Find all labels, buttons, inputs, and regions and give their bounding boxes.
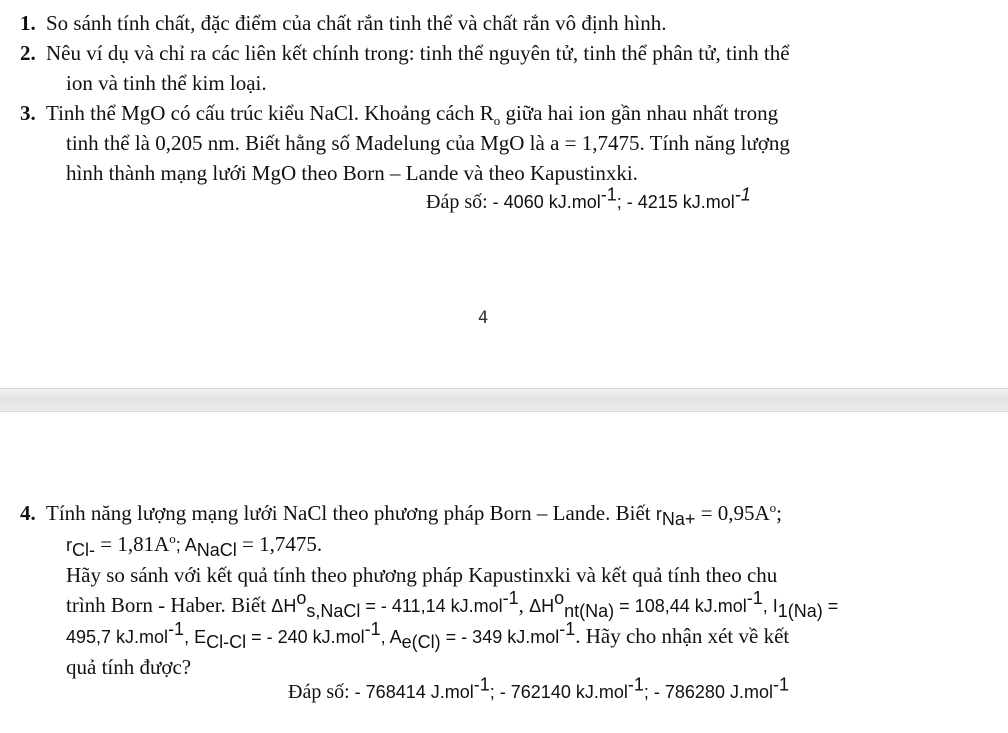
question-text-line: hình thành mạng lưới MgO theo Born – Lande và theo Kapustinxki. [66,161,638,185]
subscript: nt(Na) [564,601,615,622]
question-number: 1. [20,11,36,35]
question-text-line: giữa hai ion gần nhau nhất trong [500,101,779,125]
answer-q3 [426,184,751,217]
punct: ; [776,501,783,525]
question-text: So sánh tính chất, đặc điểm của chất rắn tinh thể và chất rắn vô định hình. [46,11,667,35]
question-1 [20,8,966,38]
superscript: o [296,588,307,608]
question-text-line: Tinh thể MgO có cấu trúc kiểu NaCl. Khoảng cách R [46,101,494,125]
question-3 [20,98,966,188]
answer-q4 [288,674,789,707]
symbol: , I [762,596,778,616]
value: 495,7 kJ.mol [66,627,169,647]
value: = 1,7475. [236,532,323,556]
question-text-line: trình Born - Haber. Biết [66,593,272,617]
symbol: r [655,504,662,524]
symbol: ΔH [271,596,297,616]
separator: ; [489,682,500,702]
subscript: Cl-Cl [206,632,247,653]
question-number: 2. [20,41,36,65]
superscript: -1 [364,619,381,639]
subscript: 1(Na) [777,601,823,622]
superscript: -1 [734,184,751,205]
subscript: o [493,113,501,129]
superscript: o [169,531,176,546]
symbol: r [66,535,72,555]
question-text-line: Tính năng lượng mạng lưới NaCl theo phương pháp Born – Lande. Biết [46,501,656,525]
value: = 108,44 kJ.mol [614,596,747,616]
symbol: , A [380,627,402,647]
superscript: -1 [627,674,644,695]
value: = 1,81A [95,532,170,556]
subscript: e(Cl) [401,632,441,653]
answer-value: - 4060 kJ.mol [492,192,601,212]
subscript: Cl- [72,540,95,561]
symbol: , E [184,627,207,647]
superscript: -1 [473,674,490,695]
value: = 0,95A [695,501,770,525]
subscript: NaCl [196,540,237,561]
answer-value: - 786280 J.mol [653,682,773,702]
question-2 [20,38,966,98]
superscript: -1 [600,184,617,205]
answer-label: Đáp số: [288,681,355,703]
question-text-line: Hãy so sánh với kết quả tính theo phương pháp Kapustinxki và kết quả tính theo chu [66,563,778,587]
question-text-line: Nêu ví dụ và chỉ ra các liên kết chính trong: tinh thể nguyên tử, tinh thể phân tử, tinh thể [46,41,790,65]
superscript: o [554,588,565,608]
value: = - 349 kJ.mol [440,627,560,647]
superscript: -1 [772,674,789,695]
answer-value: - 768414 J.mol [354,682,474,702]
superscript: -1 [559,619,576,639]
question-text-line: ion và tinh thể kim loại. [66,71,267,95]
page-break [0,388,1008,412]
superscript: -1 [746,588,763,608]
question-4 [20,498,966,682]
subscript: s,NaCl [306,601,361,622]
value: = - 411,14 kJ.mol [360,596,503,616]
symbol: ; A [175,535,197,555]
value: = - 240 kJ.mol [246,627,365,647]
question-number: 3. [20,101,36,125]
superscript: o [769,500,777,515]
page-number: 4 [478,308,489,328]
answer-value: - 762140 kJ.mol [499,682,628,702]
superscript: -1 [502,588,519,608]
question-text-line: tinh thể là 0,205 nm. Biết hằng số Madelung của MgO là a = 1,7475. Tính năng lượng [66,131,790,155]
question-text-line: quả tính được? [66,655,192,679]
separator: ; [643,682,654,702]
symbol: ΔH [529,596,555,616]
question-text-line: . Hãy cho nhận xét về kết [575,624,790,648]
punct: , [518,593,530,617]
superscript: -1 [168,619,185,639]
question-number: 4. [20,501,36,525]
answer-label: Đáp số: [426,191,493,213]
answer-value: - 4215 kJ.mol [626,192,735,212]
separator: ; [616,192,627,212]
subscript: Na+ [661,509,696,530]
value: = [822,596,839,616]
